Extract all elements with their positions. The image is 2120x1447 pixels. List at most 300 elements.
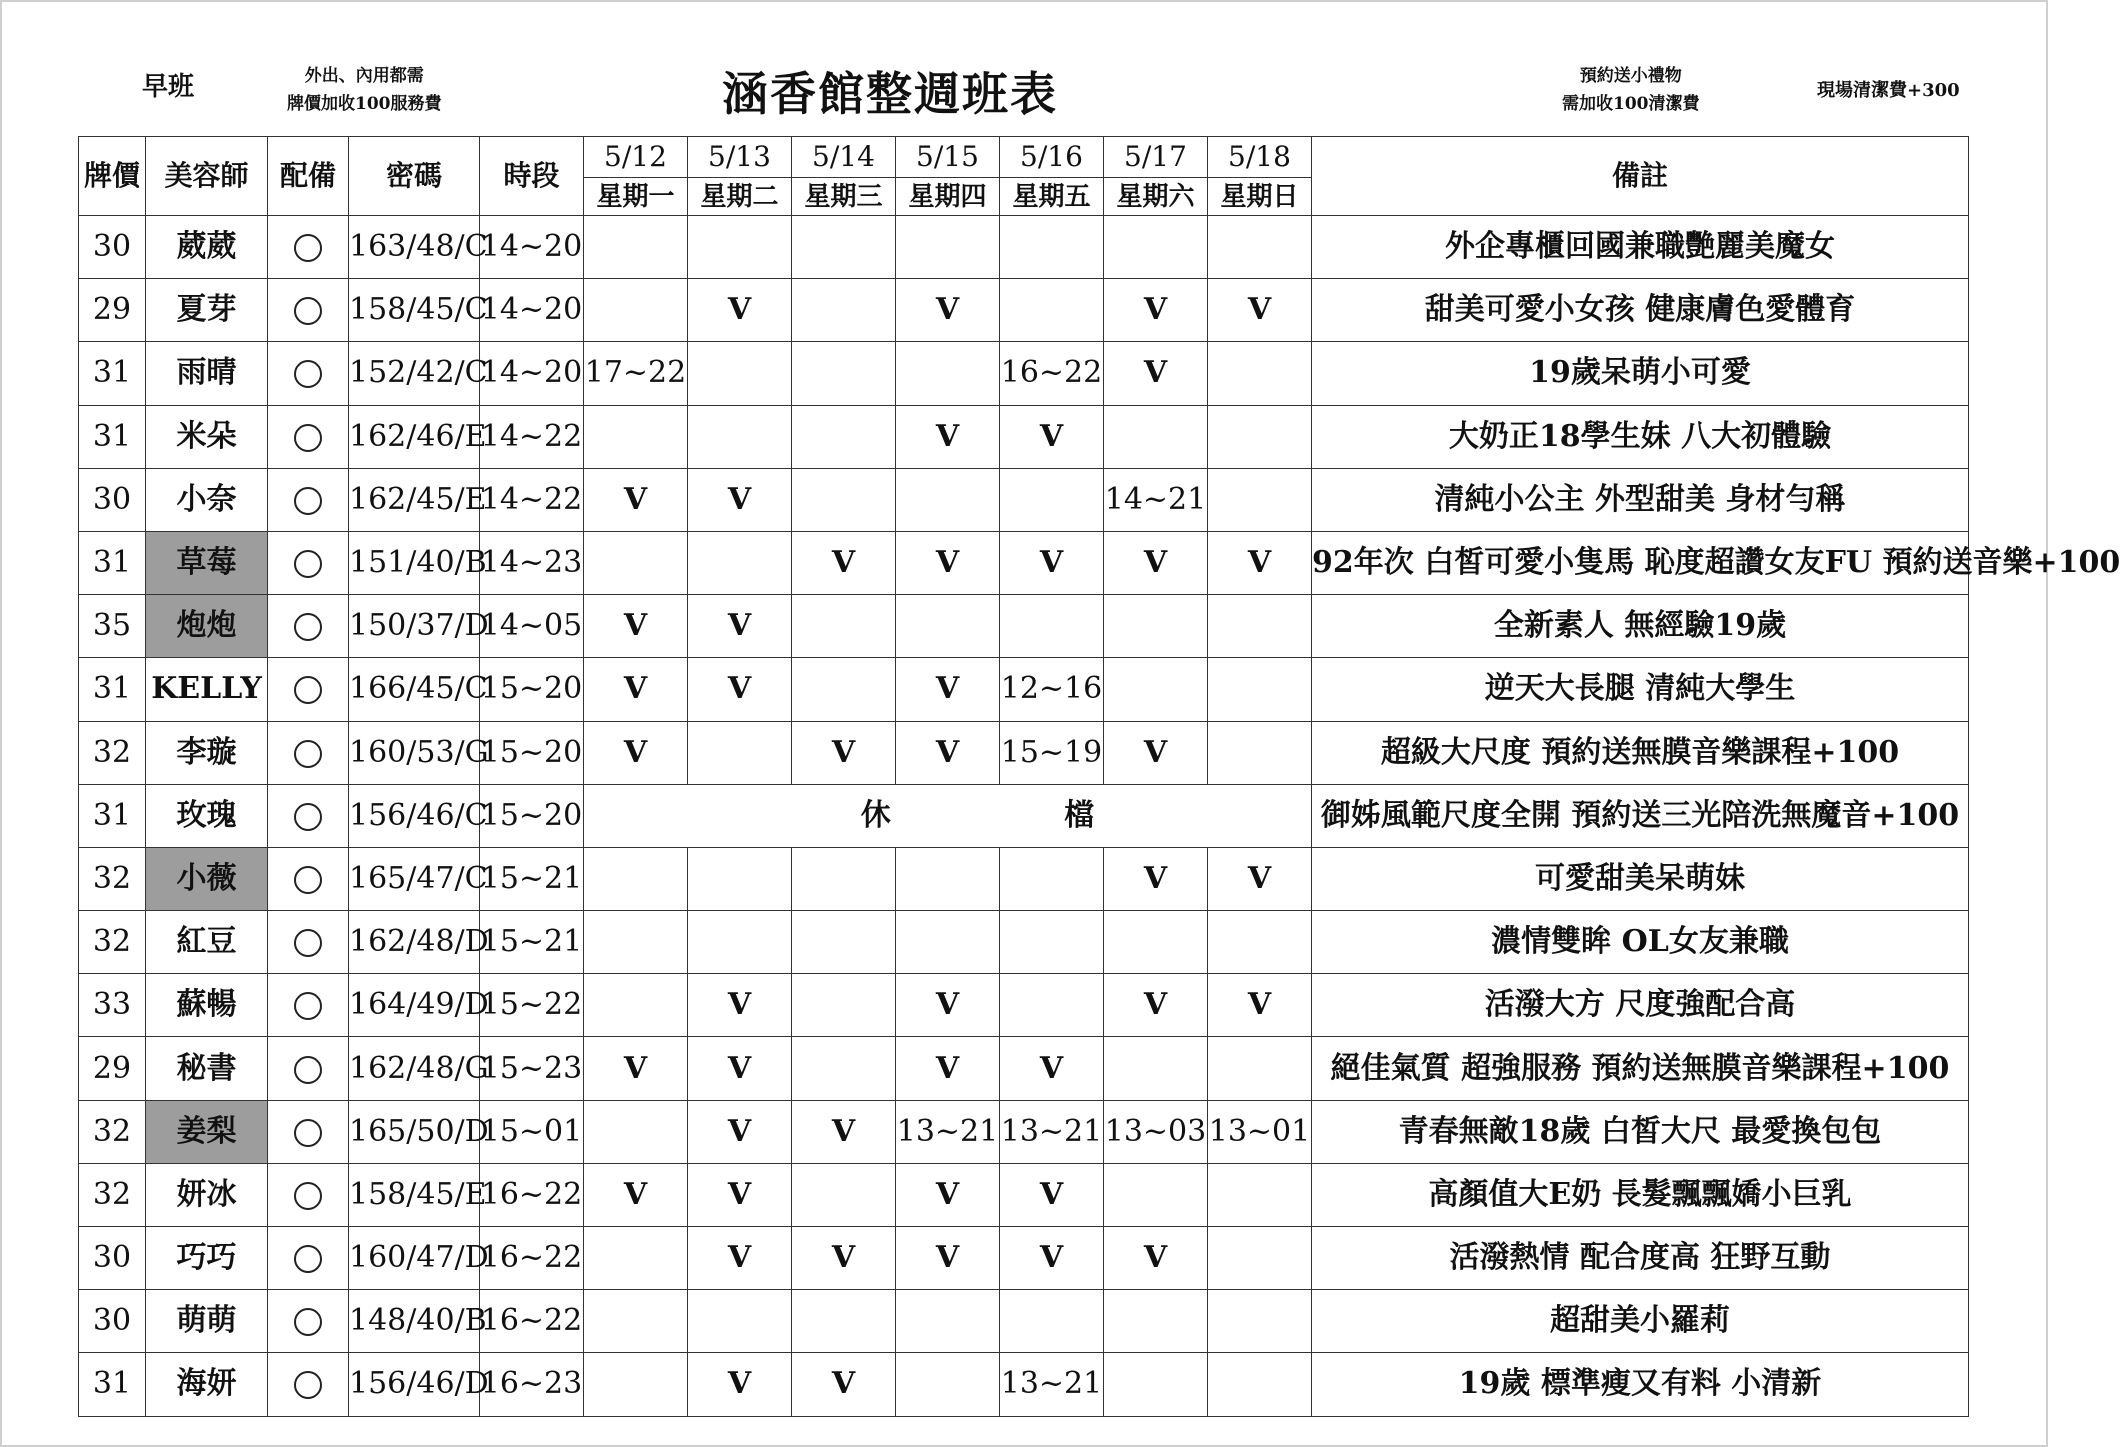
price-cell: 31: [79, 405, 146, 468]
equip-cell: [268, 279, 349, 342]
remark-cell: 甜美可愛小女孩 健康膚色愛體育: [1312, 279, 1969, 342]
price-cell: 31: [79, 658, 146, 721]
day-date-header: 5/16: [1000, 137, 1104, 178]
day-cell: [584, 531, 688, 594]
table-row: [79, 658, 1969, 721]
day-cell: 16~22: [1000, 342, 1104, 405]
equip-cell: [268, 468, 349, 531]
day-date-header: 5/13: [688, 137, 792, 178]
code-cell: 152/42/C: [349, 342, 480, 405]
price-cell: 29: [79, 279, 146, 342]
table-row: [79, 1100, 1969, 1163]
day-cell: V: [896, 1163, 1000, 1226]
service-fee-note-line-1: 外出、內用都需: [304, 66, 424, 86]
day-cell: V: [896, 721, 1000, 784]
code-cell: 148/40/B: [349, 1290, 480, 1353]
day-cell: V: [688, 1227, 792, 1290]
beautician-name: 雨晴: [146, 342, 268, 405]
table-row: [79, 847, 1969, 910]
beautician-name: 葳葳: [146, 216, 268, 279]
remark-cell: 御姊風範尺度全開 預約送三光陪洗無魔音+100: [1312, 784, 1969, 847]
day-cell: [1104, 1290, 1208, 1353]
day-cell: V: [792, 721, 896, 784]
circle-icon: [294, 929, 322, 957]
beautician-name: 秘書: [146, 1037, 268, 1100]
equip-cell: [268, 1290, 349, 1353]
col-header-remarks: 備註: [1312, 137, 1969, 216]
leave-label-left: 休: [860, 797, 891, 833]
day-weekday-header: 星期二: [688, 178, 792, 216]
day-cell: V: [1208, 974, 1312, 1037]
day-cell: [1208, 405, 1312, 468]
hours-cell: 15~20: [480, 658, 584, 721]
price-cell: 35: [79, 595, 146, 658]
price-cell: 32: [79, 847, 146, 910]
beautician-name: 米朵: [146, 405, 268, 468]
day-cell: V: [1208, 847, 1312, 910]
day-cell: V: [688, 1100, 792, 1163]
gift-note: [1562, 62, 1700, 118]
price-cell: 29: [79, 1037, 146, 1100]
code-cell: 163/48/C: [349, 216, 480, 279]
equip-cell: [268, 531, 349, 594]
day-cell: [584, 216, 688, 279]
day-cell: V: [584, 1037, 688, 1100]
table-row: [79, 784, 1969, 847]
day-cell: [1208, 216, 1312, 279]
equip-cell: [268, 1037, 349, 1100]
hours-cell: 14~20: [480, 216, 584, 279]
day-cell: V: [1000, 405, 1104, 468]
day-cell: [584, 974, 688, 1037]
gift-note-line-2: 需加收100清潔費: [1562, 94, 1700, 114]
day-cell: [792, 1163, 896, 1226]
circle-icon: [294, 1308, 322, 1336]
table-row: [79, 1227, 1969, 1290]
day-weekday-header: 星期五: [1000, 178, 1104, 216]
day-cell: [792, 847, 896, 910]
remark-cell: 超甜美小羅莉: [1312, 1290, 1969, 1353]
hours-cell: 15~20: [480, 784, 584, 847]
hours-cell: 15~21: [480, 847, 584, 910]
shift-label: 早班: [142, 72, 195, 102]
day-date-header: 5/14: [792, 137, 896, 178]
equip-cell: [268, 1100, 349, 1163]
equip-cell: [268, 721, 349, 784]
remark-cell: 92年次 白皙可愛小隻馬 恥度超讚女友FU 預約送音樂+100: [1312, 531, 1969, 594]
table-body: [79, 216, 2120, 1417]
day-cell: 12~16: [1000, 658, 1104, 721]
day-cell: [792, 216, 896, 279]
code-cell: 162/46/E: [349, 405, 480, 468]
col-header-hours: 時段: [480, 137, 584, 216]
day-cell: V: [896, 1037, 1000, 1100]
circle-icon: [294, 360, 322, 388]
leave-cell: [584, 784, 1312, 847]
service-fee-note-line-2: 牌價加收100服務費: [287, 94, 442, 114]
hours-cell: 14~23: [480, 531, 584, 594]
day-cell: [688, 405, 792, 468]
hours-cell: 14~20: [480, 279, 584, 342]
price-cell: 31: [79, 784, 146, 847]
equip-cell: [268, 1163, 349, 1226]
price-cell: 32: [79, 911, 146, 974]
price-cell: 32: [79, 1100, 146, 1163]
price-cell: 30: [79, 1290, 146, 1353]
day-cell: [896, 911, 1000, 974]
code-cell: 160/53/G: [349, 721, 480, 784]
code-cell: 156/46/D: [349, 1353, 480, 1416]
table-row: [79, 595, 1969, 658]
day-date-header: 5/18: [1208, 137, 1312, 178]
code-cell: 160/47/D: [349, 1227, 480, 1290]
day-cell: V: [584, 1163, 688, 1226]
day-weekday-header: 星期四: [896, 178, 1000, 216]
day-cell: [1208, 468, 1312, 531]
day-cell: [896, 1290, 1000, 1353]
remark-cell: 19歲呆萌小可愛: [1312, 342, 1969, 405]
day-cell: [584, 279, 688, 342]
day-cell: 13~03: [1104, 1100, 1208, 1163]
hours-cell: 14~22: [480, 468, 584, 531]
hours-cell: 14~05: [480, 595, 584, 658]
day-cell: [1000, 216, 1104, 279]
day-cell: [896, 595, 1000, 658]
table-row: [79, 531, 1969, 594]
circle-icon: [294, 1119, 322, 1147]
day-cell: [792, 658, 896, 721]
day-cell: [584, 847, 688, 910]
day-cell: [1208, 1163, 1312, 1226]
beautician-name: 小奈: [146, 468, 268, 531]
table-row: [79, 279, 1969, 342]
code-cell: 158/45/E: [349, 1163, 480, 1226]
beautician-name: 炮炮: [146, 595, 268, 658]
beautician-name: 蘇暢: [146, 974, 268, 1037]
equip-cell: [268, 405, 349, 468]
day-cell: [792, 342, 896, 405]
day-cell: [1000, 911, 1104, 974]
beautician-name: 妍冰: [146, 1163, 268, 1226]
beautician-name: 小薇: [146, 847, 268, 910]
day-cell: [896, 847, 1000, 910]
gift-note-line-1: 預約送小禮物: [1579, 66, 1682, 86]
price-cell: 30: [79, 1227, 146, 1290]
day-cell: [1208, 1290, 1312, 1353]
table-row: [79, 1353, 1969, 1416]
table-row: [79, 216, 1969, 279]
day-date-header: 5/12: [584, 137, 688, 178]
code-cell: 166/45/C: [349, 658, 480, 721]
circle-icon: [294, 740, 322, 768]
day-cell: [1000, 595, 1104, 658]
day-cell: V: [1104, 1227, 1208, 1290]
equip-cell: [268, 216, 349, 279]
code-cell: 162/45/E: [349, 468, 480, 531]
day-cell: V: [1104, 974, 1208, 1037]
remark-cell: 可愛甜美呆萌妹: [1312, 847, 1969, 910]
day-cell: [584, 1100, 688, 1163]
circle-icon: [294, 613, 322, 641]
remark-cell: 絕佳氣質 超強服務 預約送無膜音樂課程+100: [1312, 1037, 1969, 1100]
circle-icon: [294, 1056, 322, 1084]
circle-icon: [294, 803, 322, 831]
day-cell: 15~19: [1000, 721, 1104, 784]
remark-cell: 高顏值大E奶 長髮飄飄嬌小巨乳: [1312, 1163, 1969, 1226]
price-cell: 32: [79, 721, 146, 784]
day-cell: [688, 721, 792, 784]
table-row: [79, 1163, 1969, 1226]
day-cell: [1208, 658, 1312, 721]
day-cell: [584, 911, 688, 974]
day-cell: [1000, 974, 1104, 1037]
code-cell: 150/37/D: [349, 595, 480, 658]
day-cell: [584, 1227, 688, 1290]
day-cell: [1208, 342, 1312, 405]
day-cell: [1000, 279, 1104, 342]
day-cell: V: [688, 595, 792, 658]
day-cell: [688, 342, 792, 405]
circle-icon: [294, 297, 322, 325]
remark-cell: 外企專櫃回國兼職艷麗美魔女: [1312, 216, 1969, 279]
day-cell: V: [896, 1227, 1000, 1290]
beautician-name: 玫瑰: [146, 784, 268, 847]
day-cell: [1208, 721, 1312, 784]
day-cell: [1208, 1037, 1312, 1100]
beautician-name: KELLY: [146, 658, 268, 721]
day-cell: [1104, 658, 1208, 721]
hours-cell: 15~20: [480, 721, 584, 784]
circle-icon: [294, 424, 322, 452]
beautician-name: 草莓: [146, 531, 268, 594]
equip-cell: [268, 784, 349, 847]
day-cell: [1208, 911, 1312, 974]
day-cell: [792, 1290, 896, 1353]
day-cell: V: [1104, 342, 1208, 405]
circle-icon: [294, 1371, 322, 1399]
table-row: [79, 1037, 1969, 1100]
hours-cell: 14~20: [480, 342, 584, 405]
day-cell: V: [1000, 1163, 1104, 1226]
table-row: [79, 468, 1969, 531]
price-cell: 30: [79, 468, 146, 531]
remark-cell: 濃情雙眸 OL女友兼職: [1312, 911, 1969, 974]
remark-cell: 全新素人 無經驗19歲: [1312, 595, 1969, 658]
day-cell: V: [792, 1100, 896, 1163]
circle-icon: [294, 487, 322, 515]
day-cell: [688, 847, 792, 910]
day-cell: V: [896, 531, 1000, 594]
day-date-header: 5/17: [1104, 137, 1208, 178]
day-cell: [1104, 1163, 1208, 1226]
day-cell: [792, 974, 896, 1037]
day-cell: V: [1000, 531, 1104, 594]
day-cell: V: [688, 658, 792, 721]
day-cell: [688, 911, 792, 974]
day-cell: [1104, 405, 1208, 468]
day-cell: [1104, 911, 1208, 974]
remark-cell: 超級大尺度 預約送無膜音樂課程+100: [1312, 721, 1969, 784]
table-row: [79, 405, 1969, 468]
equip-cell: [268, 595, 349, 658]
day-cell: 13~21: [1000, 1100, 1104, 1163]
day-cell: 13~21: [1000, 1353, 1104, 1416]
service-fee-note: [287, 62, 442, 118]
day-cell: [584, 1290, 688, 1353]
day-cell: [792, 405, 896, 468]
hours-cell: 16~22: [480, 1163, 584, 1226]
day-cell: [792, 279, 896, 342]
circle-icon: [294, 992, 322, 1020]
day-cell: [1000, 468, 1104, 531]
day-cell: V: [1104, 279, 1208, 342]
equip-cell: [268, 847, 349, 910]
table-row: [79, 911, 1969, 974]
col-header-equip: 配備: [268, 137, 349, 216]
table-row: [79, 974, 1969, 1037]
day-cell: [896, 216, 1000, 279]
circle-icon: [294, 234, 322, 262]
code-cell: 165/47/C: [349, 847, 480, 910]
day-cell: V: [896, 405, 1000, 468]
day-cell: V: [688, 1037, 792, 1100]
day-cell: [688, 531, 792, 594]
equip-cell: [268, 1353, 349, 1416]
table-row: [79, 1290, 1969, 1353]
beautician-name: 李璇: [146, 721, 268, 784]
circle-icon: [294, 1182, 322, 1210]
day-cell: V: [688, 1163, 792, 1226]
day-cell: V: [688, 468, 792, 531]
code-cell: 162/48/D: [349, 911, 480, 974]
day-cell: V: [1104, 531, 1208, 594]
day-cell: V: [1000, 1227, 1104, 1290]
day-cell: V: [896, 974, 1000, 1037]
day-cell: [1104, 1353, 1208, 1416]
price-cell: 31: [79, 1353, 146, 1416]
code-cell: 156/46/C: [349, 784, 480, 847]
day-cell: V: [896, 658, 1000, 721]
day-cell: [1104, 595, 1208, 658]
code-cell: 158/45/C: [349, 279, 480, 342]
beautician-name: 紅豆: [146, 911, 268, 974]
day-cell: 17~22: [584, 342, 688, 405]
code-cell: 162/48/G: [349, 1037, 480, 1100]
circle-icon: [294, 866, 322, 894]
price-cell: 31: [79, 342, 146, 405]
equip-cell: [268, 1227, 349, 1290]
hours-cell: 16~22: [480, 1290, 584, 1353]
hours-cell: 16~23: [480, 1353, 584, 1416]
day-cell: [896, 468, 1000, 531]
code-cell: 165/50/D: [349, 1100, 480, 1163]
beautician-name: 夏芽: [146, 279, 268, 342]
schedule-table: [78, 136, 2120, 1417]
col-header-name: 美容師: [146, 137, 268, 216]
day-cell: V: [584, 595, 688, 658]
remark-cell: 青春無敵18歲 白皙大尺 最愛換包包: [1312, 1100, 1969, 1163]
day-weekday-header: 星期日: [1208, 178, 1312, 216]
day-date-header: 5/15: [896, 137, 1000, 178]
col-header-price: 牌價: [79, 137, 146, 216]
hours-cell: 16~22: [480, 1227, 584, 1290]
day-cell: [896, 1353, 1000, 1416]
circle-icon: [294, 550, 322, 578]
remark-cell: 19歲 標準瘦又有料 小清新: [1312, 1353, 1969, 1416]
day-cell: V: [584, 658, 688, 721]
hours-cell: 15~23: [480, 1037, 584, 1100]
day-cell: [792, 595, 896, 658]
day-cell: [1208, 1353, 1312, 1416]
code-cell: 164/49/D: [349, 974, 480, 1037]
beautician-name: 萌萌: [146, 1290, 268, 1353]
day-cell: [792, 911, 896, 974]
day-cell: V: [1208, 531, 1312, 594]
day-cell: [1000, 1290, 1104, 1353]
table-row: [79, 721, 1969, 784]
day-cell: V: [792, 1353, 896, 1416]
day-cell: V: [1000, 1037, 1104, 1100]
day-cell: [688, 1290, 792, 1353]
price-cell: 32: [79, 1163, 146, 1226]
day-cell: [584, 1353, 688, 1416]
hours-cell: 15~21: [480, 911, 584, 974]
day-weekday-header: 星期三: [792, 178, 896, 216]
day-cell: [1208, 1227, 1312, 1290]
remark-cell: 活潑大方 尺度強配合高: [1312, 974, 1969, 1037]
day-cell: V: [688, 279, 792, 342]
day-weekday-header: 星期一: [584, 178, 688, 216]
day-cell: [584, 405, 688, 468]
day-cell: [1000, 847, 1104, 910]
day-weekday-header: 星期六: [1104, 178, 1208, 216]
day-cell: 13~01: [1208, 1100, 1312, 1163]
equip-cell: [268, 974, 349, 1037]
col-header-code: 密碼: [349, 137, 480, 216]
day-cell: V: [792, 531, 896, 594]
cleaning-fee-note: 現場清潔費+300: [1817, 80, 1960, 101]
remark-cell: 逆天大長腿 清純大學生: [1312, 658, 1969, 721]
day-cell: V: [584, 721, 688, 784]
day-cell: V: [1208, 279, 1312, 342]
price-cell: 31: [79, 531, 146, 594]
day-cell: V: [792, 1227, 896, 1290]
day-cell: 13~21: [896, 1100, 1000, 1163]
day-cell: [1208, 595, 1312, 658]
day-cell: V: [688, 1353, 792, 1416]
day-cell: [792, 1037, 896, 1100]
table-header: [79, 137, 1969, 216]
price-cell: 30: [79, 216, 146, 279]
day-cell: [1104, 216, 1208, 279]
day-cell: [896, 342, 1000, 405]
day-cell: [688, 216, 792, 279]
table-row: [79, 342, 1969, 405]
circle-icon: [294, 1245, 322, 1273]
circle-icon: [294, 676, 322, 704]
day-cell: V: [1104, 847, 1208, 910]
day-cell: V: [1104, 721, 1208, 784]
code-cell: 151/40/B: [349, 531, 480, 594]
leave-label-right: 檔: [1064, 797, 1095, 833]
hours-cell: 14~22: [480, 405, 584, 468]
day-cell: 14~21: [1104, 468, 1208, 531]
day-cell: V: [896, 279, 1000, 342]
page-title: 涵香館整週班表: [722, 67, 1058, 121]
day-cell: [792, 468, 896, 531]
day-cell: V: [688, 974, 792, 1037]
beautician-name: 巧巧: [146, 1227, 268, 1290]
